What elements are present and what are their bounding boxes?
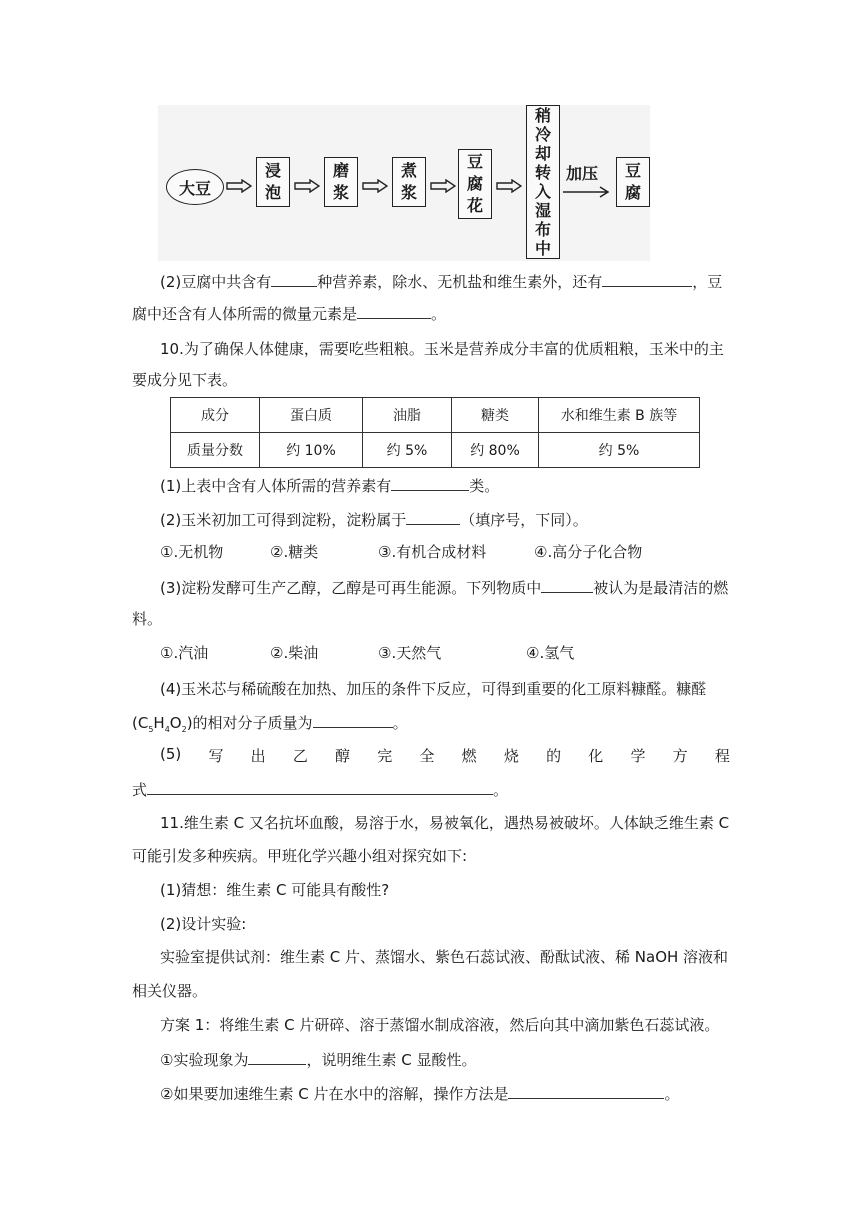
text: ，说明维生素 C 显酸性。 xyxy=(306,1051,477,1069)
subscript: 4 xyxy=(164,725,170,734)
text: 种营养素，除水、无机盐和维生素外，还有 xyxy=(317,273,603,291)
text: 学 xyxy=(630,747,646,765)
text: ，豆 xyxy=(692,273,723,291)
diagram-step-tofu xyxy=(616,157,650,207)
diagram-char: 布 xyxy=(534,220,551,239)
answer-blank[interactable] xyxy=(147,779,493,795)
subscript: 2 xyxy=(181,725,187,734)
q9-part2-line1 xyxy=(160,271,722,292)
text: (C xyxy=(132,714,149,732)
table-cell: 质量分数 xyxy=(171,433,260,468)
tofu-process-diagram xyxy=(158,105,650,261)
answer-blank[interactable] xyxy=(248,1049,306,1065)
q10-part2 xyxy=(160,509,588,530)
answer-blank[interactable] xyxy=(357,303,431,319)
text: （填序号，下同）。 xyxy=(460,511,588,529)
q10-part3-line2: 料。 xyxy=(132,610,163,628)
diagram-char: 磨 xyxy=(332,161,349,180)
diagram-step-grind xyxy=(324,157,358,207)
q10-part2-option-3: ③.有机合成材料 xyxy=(378,543,487,561)
diagram-char: 却 xyxy=(534,144,551,163)
q11-intro-line1: 11.维生素 C 又名抗坏血酸，易溶于水，易被氧化，遇热易被破坏。人体缺乏维生素 C xyxy=(160,814,730,832)
q11-intro-line2: 可能引发多种疾病。甲班化学兴趣小组对探究如下: xyxy=(132,847,468,865)
diagram-char: 豆 xyxy=(466,152,483,171)
text: 。 xyxy=(493,781,509,799)
hollow-arrow-icon xyxy=(430,179,456,193)
q10-part4-line2 xyxy=(132,712,408,740)
diagram-char: 湿 xyxy=(534,201,551,220)
q11-observation xyxy=(160,1049,476,1070)
text: 出 xyxy=(250,747,266,765)
answer-blank[interactable] xyxy=(406,509,460,525)
table-cell: 约 5% xyxy=(363,433,452,468)
text: 的 xyxy=(546,747,562,765)
diagram-step-curd xyxy=(458,149,492,219)
text: 写 xyxy=(208,747,224,765)
diagram-step-soak xyxy=(256,157,290,207)
text: 类。 xyxy=(469,477,500,495)
text: (2)豆腐中共含有 xyxy=(160,273,272,291)
hollow-arrow-icon xyxy=(226,179,252,193)
text: 。 xyxy=(392,714,408,732)
text: 化 xyxy=(588,747,604,765)
diagram-char: 稍 xyxy=(534,106,551,125)
diagram-char: 浸 xyxy=(264,161,281,180)
text: H xyxy=(153,714,165,732)
text: 被认为是最清洁的燃 xyxy=(593,579,729,597)
table-header-cell: 水和维生素 B 族等 xyxy=(539,398,700,433)
diagram-start-soybean: 大豆 xyxy=(166,169,224,205)
q11-reagents-line1: 实验室提供试剂：维生素 C 片、蒸馏水、紫色石蕊试液、酚酞试液、稀 NaOH 溶液和 xyxy=(160,948,729,966)
answer-blank[interactable] xyxy=(602,271,692,287)
diagram-char: 腐 xyxy=(466,174,483,193)
diagram-char: 入 xyxy=(534,182,551,201)
diagram-step-cool-wrap xyxy=(526,105,560,259)
diagram-char: 花 xyxy=(466,196,483,215)
q10-part2-option-4: ④.高分子化合物 xyxy=(534,543,643,561)
q10-part4-line1: (4)玉米芯与稀硫酸在加热、加压的条件下反应，可得到重要的化工原料糠醛。糠醛 xyxy=(160,680,707,698)
diagram-step-boil xyxy=(392,157,426,207)
table-header-cell: 蛋白质 xyxy=(260,398,363,433)
diagram-char: 转 xyxy=(534,163,551,182)
q10-part3-option-4: ④.氢气 xyxy=(526,644,575,662)
q10-part2-option-2: ②.糖类 xyxy=(270,543,319,561)
text: (1)上表中含有人体所需的营养素有 xyxy=(160,477,392,495)
hollow-arrow-icon xyxy=(294,179,320,193)
text: 方 xyxy=(672,747,688,765)
q10-part5-line1 xyxy=(160,745,730,766)
text: 醇 xyxy=(335,747,351,765)
q10-intro-line2: 要成分见下表。 xyxy=(132,371,238,389)
table-header-cell: 成分 xyxy=(171,398,260,433)
diagram-char: 豆 xyxy=(624,161,641,180)
table-header-row xyxy=(171,398,700,433)
text: 腐中还含有人体所需的微量元素是 xyxy=(132,305,358,323)
answer-blank[interactable] xyxy=(541,577,593,593)
q9-part2-line2 xyxy=(132,303,446,324)
diagram-char: 中 xyxy=(534,239,551,258)
text: ②如果要加速维生素 C 片在水中的溶解，操作方法是 xyxy=(160,1085,509,1103)
text: 。 xyxy=(664,1085,680,1103)
diagram-char: 煮 xyxy=(400,161,417,180)
q11-part2: (2)设计实验: xyxy=(160,915,247,933)
text: 。 xyxy=(431,305,447,323)
diagram-press-label: 加压 xyxy=(566,164,599,183)
q11-operation xyxy=(160,1083,679,1104)
q10-part3-line1 xyxy=(160,577,728,598)
text: 乙 xyxy=(292,747,308,765)
q10-part3-option-1: ①.汽油 xyxy=(160,644,209,662)
text: 程 xyxy=(714,747,730,765)
text: ①实验现象为 xyxy=(160,1051,249,1069)
text: )的相对分子质量为 xyxy=(186,714,313,732)
diagram-char: 腐 xyxy=(624,183,641,202)
table-cell: 约 5% xyxy=(539,433,700,468)
q10-part3-option-2: ②.柴油 xyxy=(270,644,319,662)
q10-part2-option-1: ①.无机物 xyxy=(160,543,224,561)
table-header-cell: 糖类 xyxy=(452,398,539,433)
text: O xyxy=(169,714,182,732)
text: 完 xyxy=(377,747,393,765)
text: (5) xyxy=(160,745,182,763)
table-header-cell: 油脂 xyxy=(363,398,452,433)
table-cell: 约 10% xyxy=(260,433,363,468)
q11-reagents-line2: 相关仪器。 xyxy=(132,982,208,1000)
q10-part1 xyxy=(160,475,499,496)
answer-blank[interactable] xyxy=(391,475,469,491)
answer-blank[interactable] xyxy=(271,271,317,287)
q10-intro-line1: 10.为了确保人体健康，需要吃些粗粮。玉米是营养成分丰富的优质粗粮，玉米中的主 xyxy=(160,340,724,358)
text: (2)玉米初加工可得到淀粉，淀粉属于 xyxy=(160,511,407,529)
long-arrow-icon xyxy=(562,183,610,195)
diagram-char: 泡 xyxy=(264,183,281,202)
text: 烧 xyxy=(503,747,519,765)
hollow-arrow-icon xyxy=(362,179,388,193)
text: 燃 xyxy=(461,747,477,765)
q11-plan1: 方案 1：将维生素 C 片研碎、溶于蒸馏水制成溶液，然后向其中滴加紫色石蕊试液。 xyxy=(160,1016,720,1034)
hollow-arrow-icon xyxy=(496,179,522,193)
text: 式 xyxy=(132,781,148,799)
answer-blank[interactable] xyxy=(508,1083,664,1099)
nutrient-table xyxy=(170,397,700,468)
q11-part1: (1)猜想：维生素 C 可能具有酸性? xyxy=(160,881,390,899)
answer-blank[interactable] xyxy=(313,712,393,728)
table-cell: 约 80% xyxy=(452,433,539,468)
table-row xyxy=(171,433,700,468)
text: (3)淀粉发酵可生产乙醇，乙醇是可再生能源。下列物质中 xyxy=(160,579,542,597)
diagram-char: 浆 xyxy=(400,183,417,202)
q10-part5-line2 xyxy=(132,779,508,800)
text: 全 xyxy=(419,747,435,765)
diagram-char: 浆 xyxy=(332,183,349,202)
subscript: 5 xyxy=(148,725,154,734)
diagram-char: 冷 xyxy=(534,125,551,144)
q10-part3-option-3: ③.天然气 xyxy=(378,644,442,662)
